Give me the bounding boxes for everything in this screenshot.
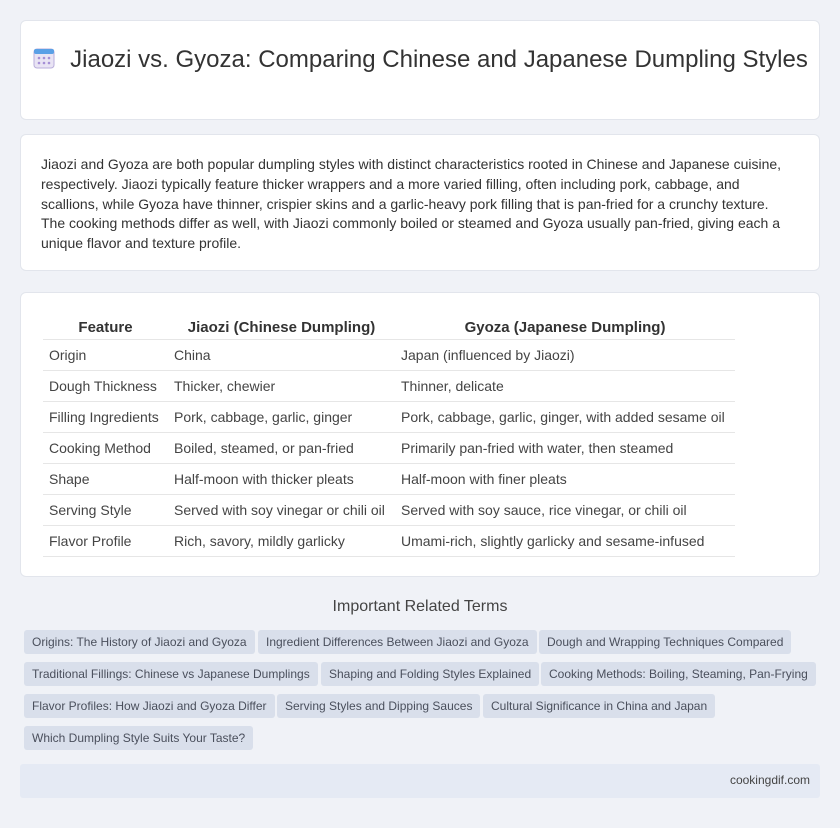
related-term-tag[interactable]: Origins: The History of Jiaozi and Gyoza [24, 630, 255, 654]
header-jiaozi: Jiaozi (Chinese Dumpling) [168, 315, 395, 339]
table-cell: Filling Ingredients [43, 401, 168, 432]
related-term-tag[interactable]: Ingredient Differences Between Jiaozi and Gyoza [258, 630, 537, 654]
table-cell: Flavor Profile [43, 525, 168, 556]
page-title-text: Jiaozi vs. Gyoza: Comparing Chinese and Japanese Dumpling Styles [70, 46, 808, 73]
footer [20, 764, 820, 798]
table-cell: Boiled, steamed, or pan-fried [168, 432, 395, 463]
table-cell: Pork, cabbage, garlic, ginger [168, 401, 395, 432]
table-row [43, 339, 735, 370]
related-term-tag[interactable]: Cultural Significance in China and Japan [483, 694, 715, 718]
intro-paragraph: Jiaozi and Gyoza are both popular dumpling styles with distinct characteristics rooted in Chinese and Japanese cuisine, respectively. Jiaozi typically feature thicker wrappers and a more varied filling, often including pork, cabbage, and scallions, while Gyoza have thinner, crispier skins and a garlic-heavy pork filling that is pan-fried for a crunchy texture. The cooking methods differ as well, with Jiaozi commonly boiled or steamed and Gyoza usually pan-fried, giving each a unique flavor and texture profile. [41, 156, 782, 252]
table-cell: Served with soy vinegar or chili oil [168, 494, 395, 525]
table-cell: China [168, 339, 395, 370]
table-cell: Shape [43, 463, 168, 494]
table-cell: Thicker, chewier [168, 370, 395, 401]
related-term-tag[interactable]: Traditional Fillings: Chinese vs Japanese Dumplings [24, 662, 318, 686]
table-row [43, 370, 735, 401]
header-feature: Feature [43, 315, 168, 339]
table-cell: Rich, savory, mildly garlicky [168, 525, 395, 556]
table-cell: Cooking Method [43, 432, 168, 463]
table-cell: Primarily pan-fried with water, then steamed [395, 432, 735, 463]
table-header-row [43, 315, 735, 339]
table-cell: Half-moon with thicker pleats [168, 463, 395, 494]
table-row [43, 463, 735, 494]
table-cell: Pork, cabbage, garlic, ginger, with added sesame oil [395, 401, 735, 432]
related-term-tag[interactable]: Dough and Wrapping Techniques Compared [539, 630, 791, 654]
table-row [43, 432, 735, 463]
table-cell: Japan (influenced by Jiaozi) [395, 339, 735, 370]
table-row [43, 401, 735, 432]
title-card [20, 20, 820, 120]
table-cell: Half-moon with finer pleats [395, 463, 735, 494]
table-cell: Served with soy sauce, rice vinegar, or chili oil [395, 494, 735, 525]
table-cell: Origin [43, 339, 168, 370]
table-cell: Umami-rich, slightly garlicky and sesame-infused [395, 525, 735, 556]
related-terms-heading: Important Related Terms [332, 598, 508, 615]
calendar-grid-icon [32, 46, 56, 70]
related-term-tag[interactable]: Which Dumpling Style Suits Your Taste? [24, 726, 253, 750]
table-row [43, 525, 735, 556]
table-cell: Thinner, delicate [395, 370, 735, 401]
table-row [43, 494, 735, 525]
table-cell: Dough Thickness [43, 370, 168, 401]
related-term-tag[interactable]: Shaping and Folding Styles Explained [321, 662, 539, 686]
comparison-table-card [20, 292, 820, 577]
comparison-table [43, 315, 735, 557]
page-title [21, 45, 819, 74]
related-term-tag[interactable]: Cooking Methods: Boiling, Steaming, Pan-Frying [541, 662, 816, 686]
related-term-tag[interactable]: Flavor Profiles: How Jiaozi and Gyoza Differ [24, 694, 275, 718]
footer-site-link[interactable]: cookingdif.com [729, 773, 810, 787]
intro-card [20, 134, 820, 271]
table-cell: Serving Style [43, 494, 168, 525]
related-term-tag[interactable]: Serving Styles and Dipping Sauces [277, 694, 480, 718]
header-gyoza: Gyoza (Japanese Dumpling) [395, 315, 735, 339]
